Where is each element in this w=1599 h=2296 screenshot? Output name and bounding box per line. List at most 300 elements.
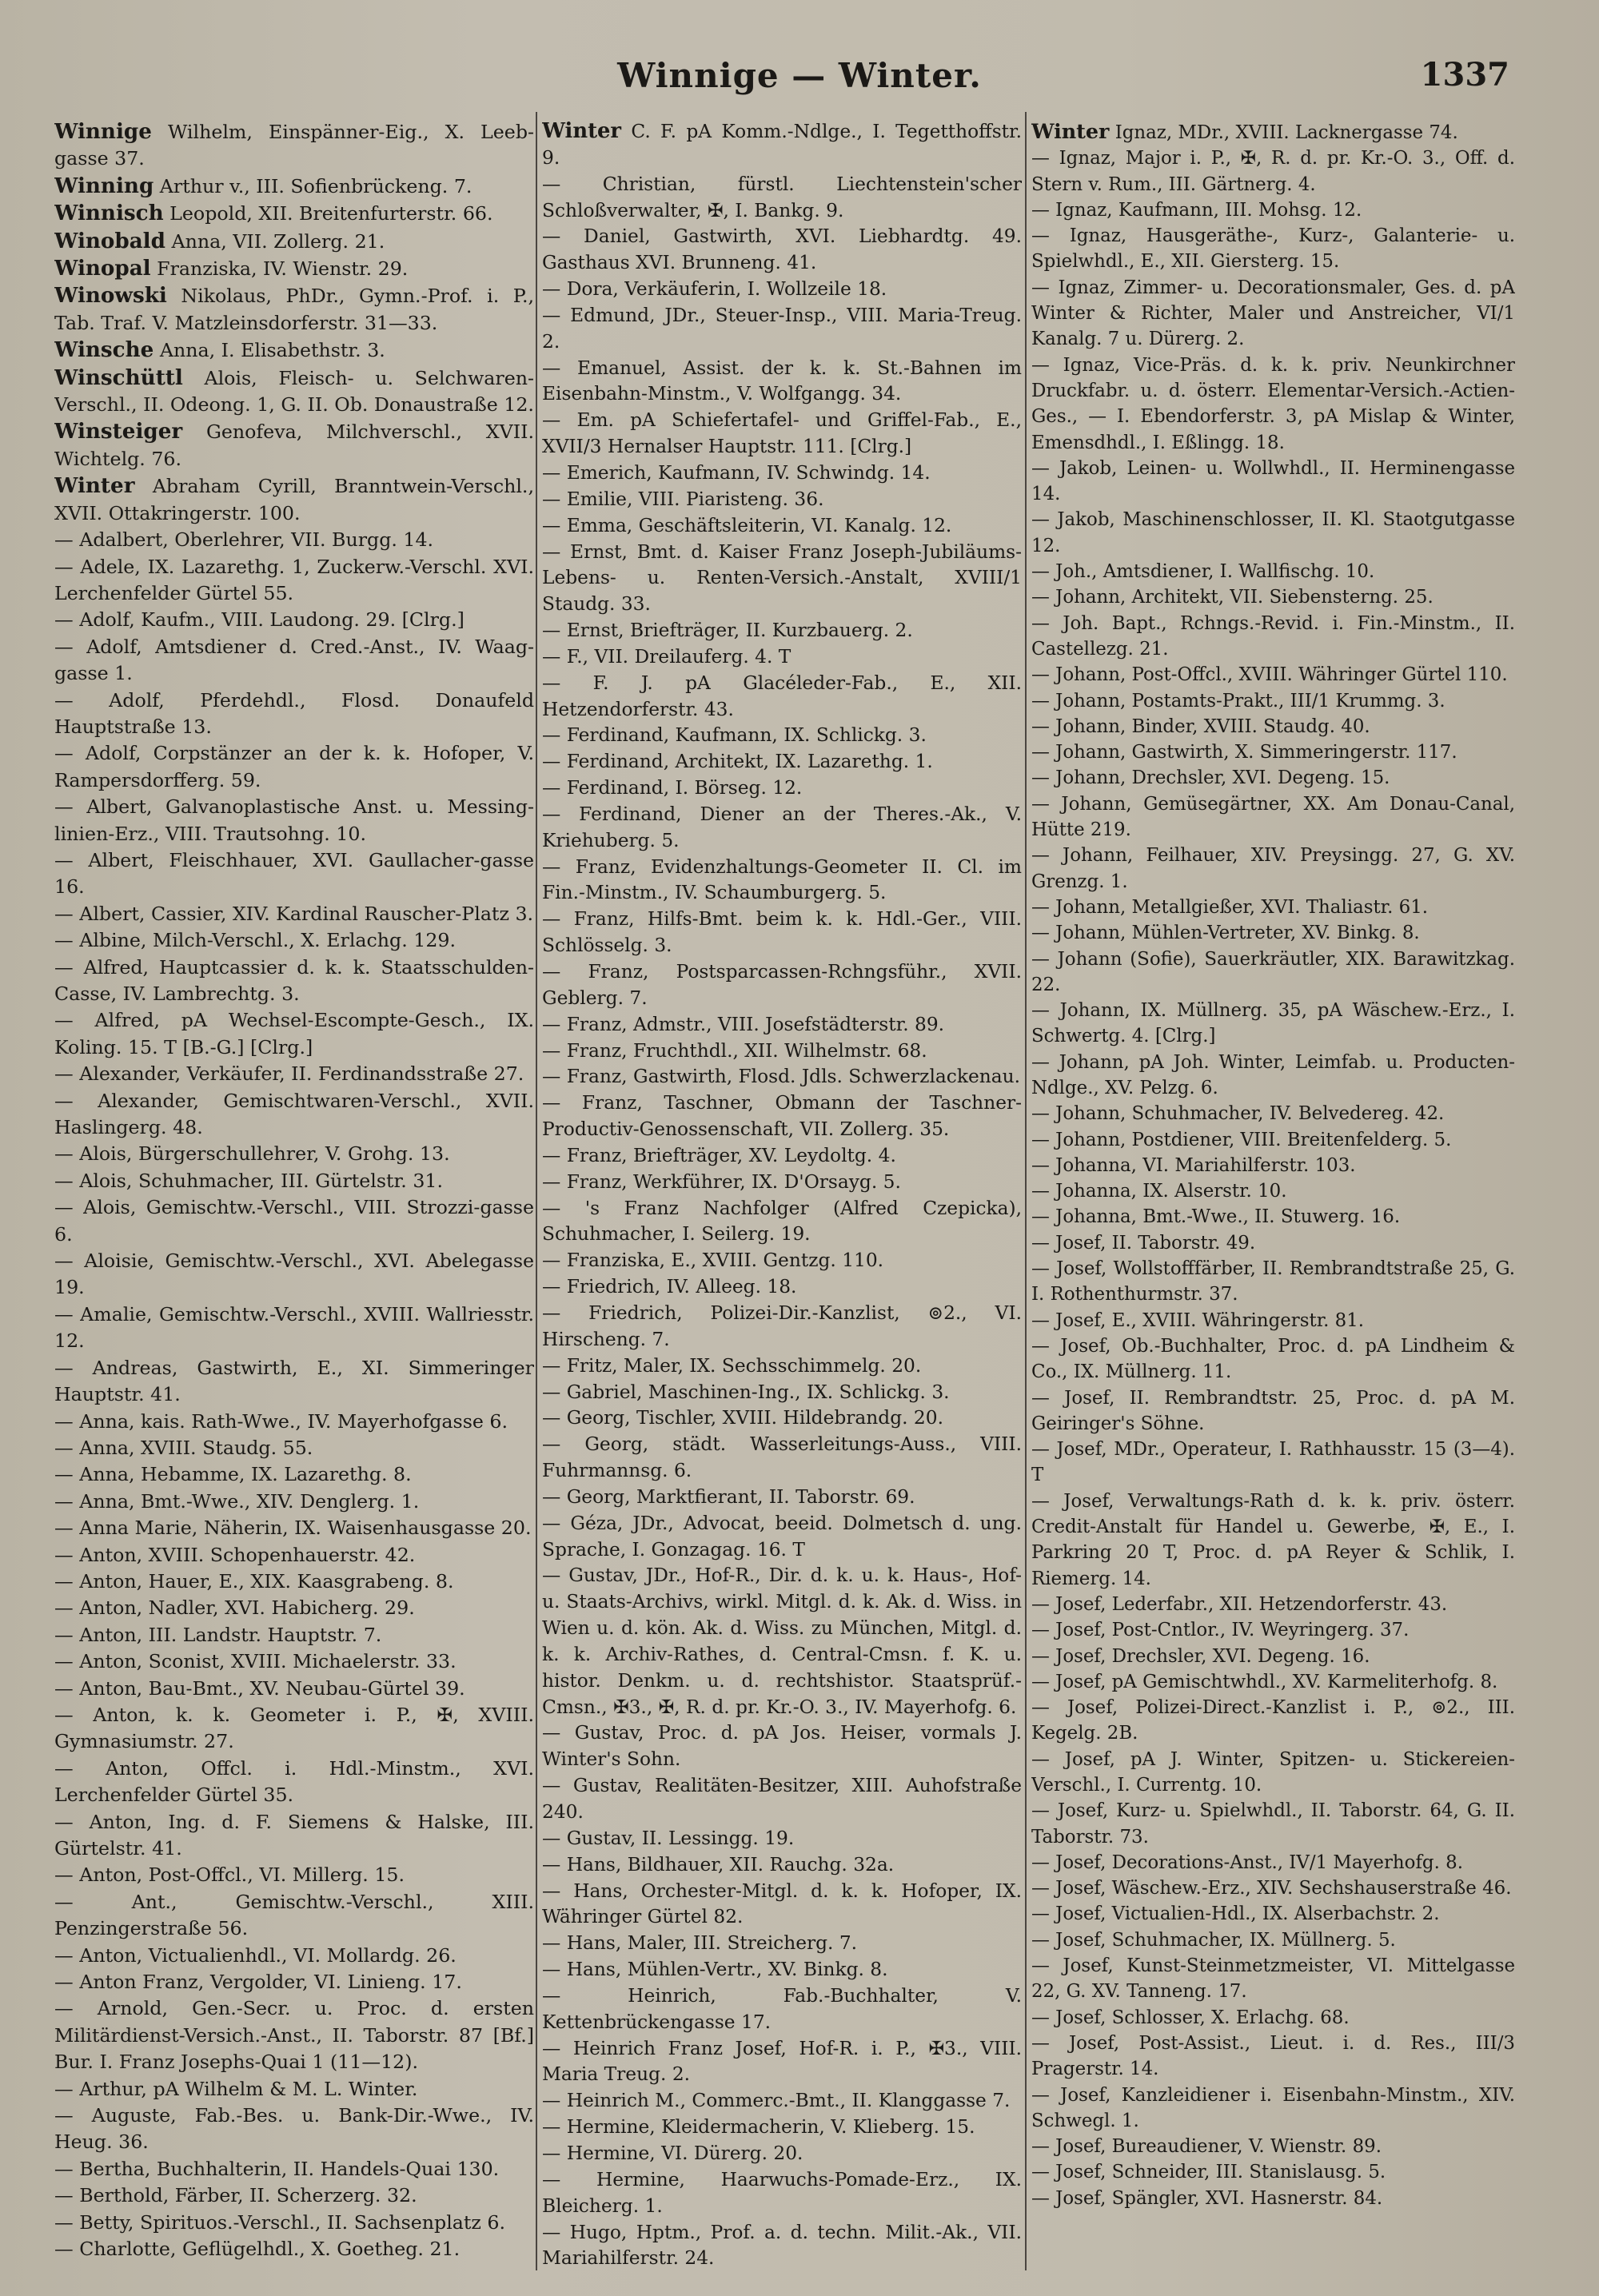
directory-entry [542, 1563, 1022, 1720]
entry-surname: Winter [1031, 119, 1110, 143]
directory-entry [542, 1170, 1022, 1196]
entry-text: — Alois, Bürgerschullehrer, V. Grohg. 13. [54, 1142, 450, 1166]
entry-text: — Hans, Orchester-Mitgl. d. k. k. Hofoper, IX. Währinger Gürtel 82. [542, 1879, 1022, 1928]
entry-text: — Emma, Geschäftsleiterin, VI. Kanalg. 12. [542, 514, 952, 536]
directory-entry [54, 1248, 534, 1301]
entry-text: — Ernst, Briefträger, II. Kurzbauerg. 2. [542, 620, 913, 642]
entry-text: — Franz, Hilfs-Bmt. beim k. k. Hdl.-Ger., VIII. Schlösselg. 3. [542, 908, 1022, 957]
directory-entry [1031, 1385, 1515, 1437]
entry-text: — Johann, Gemüsegärtner, XX. Am Donau-Canal, Hütte 219. [1031, 793, 1515, 841]
directory-entry [54, 634, 534, 688]
entry-text: — Johann, Metallgießer, XVI. Thaliastr. 61. [1031, 896, 1429, 918]
entry-text: — Gustav, Realitäten-Besitzer, XIII. Auhofstraße 240. [542, 1775, 1022, 1823]
directory-entry [54, 1542, 534, 1569]
entry-surname: Winsteiger [54, 419, 183, 444]
directory-entry [54, 1648, 534, 1675]
directory-entry [542, 1957, 1022, 1983]
entry-text: — Friedrich, IV. Alleeg. 18. [542, 1276, 797, 1298]
entry-text: — Franz, Briefträger, XV. Leydoltg. 4. [542, 1144, 896, 1166]
entry-text: — Johann, Gastwirth, X. Simmeringerstr. 117. [1031, 742, 1457, 763]
entry-text: — Adolf, Kaufm., VIII. Laudong. 29. [Clrg.] [54, 608, 465, 632]
entry-text: — Johanna, IX. Alserstr. 10. [1031, 1181, 1287, 1202]
entry-text: — Andreas, Gastwirth, E., XI. Simmeringer Hauptstr. 41. [54, 1356, 534, 1406]
directory-entry [542, 1090, 1022, 1143]
directory-entry [54, 927, 534, 954]
directory-entry [1031, 1901, 1515, 1927]
directory-entry [54, 418, 534, 472]
directory-entry [1031, 223, 1515, 275]
directory-entry [542, 487, 1022, 513]
entry-text: — Alexander, Verkäufer, II. Ferdinandsstraße 27. [54, 1062, 524, 1086]
entry-text: — Joh., Amtsdiener, I. Wallfischg. 10. [1031, 561, 1375, 583]
directory-entry [542, 907, 1022, 959]
entry-text: Genofeva, Milchverschl., XVII. Wichtelg. 76. [54, 421, 534, 470]
directory-entry [542, 2088, 1022, 2115]
entry-text: — Anton, Sconist, XVIII. Michaelerstr. 33. [54, 1650, 457, 1673]
directory-entry [1031, 1333, 1515, 1385]
column-2 [542, 118, 1022, 2277]
directory-entry [54, 1595, 534, 1621]
entry-surname: Winschüttl [54, 365, 183, 390]
entry-text: — F. J. pA Glacéleder-Fab., E., XII. Hetzendorferstr. 43. [542, 672, 1022, 720]
directory-entry [542, 802, 1022, 855]
directory-entry [542, 224, 1022, 277]
directory-entry [542, 1485, 1022, 1511]
entry-text: — Josef, Victualien-Hdl., IX. Alserbachstr. 2. [1031, 1903, 1440, 1925]
directory-entry [1031, 1875, 1515, 1901]
entry-text: — Franziska, E., XVIII. Gentzg. 110. [542, 1250, 884, 1272]
entry-text: — Josef, II. Taborstr. 49. [1031, 1232, 1256, 1254]
entry-text: Arthur v., III. Sofienbrückeng. 7. [154, 174, 473, 197]
entry-surname: Winobald [54, 228, 165, 253]
page-header [0, 56, 1599, 104]
entry-text: — Anna, kais. Rath-Wwe., IV. Mayerhofgasse 6. [54, 1409, 508, 1433]
entry-text: — Johann, Drechsler, XVI. Degeng. 15. [1031, 767, 1390, 789]
directory-entry [54, 337, 534, 364]
directory-entry [1031, 353, 1515, 456]
entry-text: — Johann, Architekt, VII. Siebensterng. 25. [1031, 587, 1434, 608]
entry-text: — 's Franz Nachfolger (Alfred Czepicka), Schuhmacher, I. Seilerg. 19. [542, 1197, 1022, 1246]
entry-text: — Johann, Binder, XVIII. Staudg. 40. [1031, 716, 1370, 737]
directory-entry [54, 1141, 534, 1167]
entry-text: — Hans, Bildhauer, XII. Rauchg. 32a. [542, 1853, 895, 1875]
entry-text: — Edmund, JDr., Steuer-Insp., VIII. Maria-Treug. 2. [542, 304, 1022, 353]
directory-entry [1031, 2186, 1515, 2211]
directory-entry [1031, 584, 1515, 610]
directory-entry [542, 460, 1022, 487]
directory-entry [542, 1353, 1022, 1380]
entry-text: — Alfred, Hauptcassier d. k. k. Staatsschulden-Casse, IV. Lambrechtg. 3. [54, 955, 534, 1005]
entry-text: — Jakob, Leinen- u. Wollwhdl., II. Herminengasse 14. [1031, 457, 1515, 505]
entry-text: — Adolf, Corpstänzer an der k. k. Hofoper, V. Rampersdorfferg. 59. [54, 742, 534, 791]
directory-entry [542, 644, 1022, 671]
directory-entry [1031, 1127, 1515, 1153]
entry-text: — Anton, Victualienhdl., VI. Mollardg. 26. [54, 1943, 457, 1967]
entry-text: — Josef, Schuhmacher, IX. Müllnerg. 5. [1031, 1929, 1396, 1951]
directory-entry [54, 1756, 534, 1809]
directory-entry [54, 1007, 534, 1061]
entry-text: — Anton Franz, Vergolder, VI. Linieng. 17. [54, 1971, 462, 1994]
page-number: 1337 [1420, 56, 1509, 94]
entry-text: — Josef, Spängler, XVI. Hasnerstr. 84. [1031, 2187, 1383, 2209]
entry-text: — Ferdinand, I. Börseg. 12. [542, 777, 803, 799]
entry-text: — Johann, Feilhauer, XIV. Preysingg. 27, G. XV. Grenzg. 1. [1031, 845, 1515, 892]
directory-entry [1031, 1953, 1515, 2005]
entry-text: — Ferdinand, Diener an der Theres.-Ak., V. Kriehuberg. 5. [542, 803, 1022, 851]
entry-text: — Jakob, Maschinenschlosser, II. Kl. Staotgutgasse 12. [1031, 509, 1515, 556]
entry-text: — Johann (Sofie), Sauerkräutler, XIX. Barawitzkag. 22. [1031, 948, 1515, 995]
directory-entry [542, 1511, 1022, 1564]
entry-text: — Josef, Schlosser, X. Erlachg. 68. [1031, 2007, 1350, 2028]
directory-entry [1031, 1050, 1515, 1102]
directory-entry [54, 282, 534, 337]
entry-text: — Hermine, Haarwuchs-Pomade-Erz., IX. Bleicherg. 1. [542, 2168, 1022, 2217]
entry-text: — Joh. Bapt., Rchngs.-Revid. i. Fin.-Minstm., II. Castellezg. 21. [1031, 612, 1515, 660]
directory-entry [542, 1773, 1022, 1826]
directory-entry [54, 740, 534, 794]
directory-entry [54, 1676, 534, 1702]
directory-entry [1031, 275, 1515, 353]
directory-entry [1031, 714, 1515, 739]
directory-entry [542, 1301, 1022, 1353]
entry-text: — Anna, Hebamme, IX. Lazarethg. 8. [54, 1463, 412, 1486]
directory-entry [54, 847, 534, 901]
directory-entry [542, 513, 1022, 540]
directory-entry [1031, 1798, 1515, 1850]
entry-text: — Josef, Ob.-Buchhalter, Proc. d. pA Lindheim & Co., IX. Müllnerg. 11. [1031, 1335, 1515, 1383]
entry-text: — Franz, Gastwirth, Flosd. Jdls. Schwerzlackenau. [542, 1066, 1021, 1088]
entry-text: — Anton, Post-Offcl., VI. Millerg. 15. [54, 1864, 405, 1887]
directory-entry [1031, 1230, 1515, 1256]
entry-surname: Winter [54, 473, 135, 499]
column-divider [1025, 112, 1027, 2270]
entry-text: — Anton, III. Landstr. Hauptstr. 7. [54, 1623, 382, 1646]
directory-entry [1031, 1617, 1515, 1643]
directory-entry [542, 1931, 1022, 1957]
directory-entry [54, 1569, 534, 1595]
directory-entry [1031, 456, 1515, 508]
directory-entry [542, 1274, 1022, 1301]
directory-entry [542, 1064, 1022, 1090]
entry-text: — Johann, Postdiener, VIII. Breitenfelderg. 5. [1031, 1129, 1452, 1150]
entry-text: Wilhelm, Einspänner-Eig., X. Leeb-gasse 37. [54, 121, 534, 170]
directory-entry [54, 554, 534, 608]
directory-entry [542, 118, 1022, 172]
directory-entry [54, 173, 534, 200]
entry-text: — Josef, Kanzleidiener i. Eisenbahn-Minstm., XIV. Schwegl. 1. [1031, 2084, 1515, 2131]
entry-surname: Winning [54, 173, 154, 198]
entry-text: — Emilie, VIII. Piaristeng. 36. [542, 488, 824, 510]
entry-text: — Em. pA Schiefertafel- und Griffel-Fab., E., XVII/3 Hernalser Hauptstr. 111. [Clrg.] [542, 409, 1022, 458]
directory-entry [1031, 2083, 1515, 2135]
directory-entry [542, 1143, 1022, 1170]
directory-entry [54, 1355, 534, 1409]
directory-entry [1031, 1308, 1515, 1333]
directory-entry [542, 1879, 1022, 1931]
directory-entry [54, 1168, 534, 1194]
entry-text: — Hans, Maler, III. Streicherg. 7. [542, 1932, 858, 1955]
entry-text: — Franz, Evidenzhaltungs-Geometer II. Cl. im Fin.-Minstm., IV. Schaumburgerg. 5. [542, 855, 1022, 904]
directory-entry [54, 1461, 534, 1488]
directory-entry [1031, 1927, 1515, 1953]
directory-entry [542, 1983, 1022, 2036]
entry-surname: Winsche [54, 337, 154, 363]
entry-text: — Ant., Gemischtw.-Verschl., XIII. Penzingerstraße 56. [54, 1890, 534, 1940]
entry-surname: Winopal [54, 256, 151, 281]
directory-entry [54, 1995, 534, 2075]
entry-text: — Anton, Bau-Bmt., XV. Neubau-Gürtel 39. [54, 1676, 465, 1700]
directory-entry [54, 365, 534, 419]
entry-text: — Josef, Decorations-Anst., IV/1 Mayerhofg. 8. [1031, 1852, 1463, 1873]
directory-entry [54, 955, 534, 1008]
directory-entry [54, 2236, 534, 2262]
entry-text: Abraham Cyrill, Branntwein-Verschl., XVII. Ottakringerstr. 100. [54, 475, 534, 524]
entry-text: Nikolaus, PhDr., Gymn.-Prof. i. P., Tab. Traf. V. Matzleinsdorferstr. 31—33. [54, 285, 534, 334]
entry-text: — Adele, IX. Lazarethg. 1, Zuckerw.-Verschl. XVI. Lerchenfelder Gürtel 55. [54, 555, 534, 604]
entry-text: — Arnold, Gen.-Secr. u. Proc. d. ersten Militärdienst-Versich.-Anst., II. Taborstr. 87 [Bf.] Bur. I. Franz Josephs-Quai 1 (11—12). [54, 1997, 534, 2074]
entry-text: — Johann, pA Joh. Winter, Leimfab. u. Producten-Ndlge., XV. Pelzg. 6. [1031, 1051, 1515, 1098]
directory-entry [542, 303, 1022, 356]
entry-text: — Aloisie, Gemischtw.-Verschl., XVI. Abelegasse 19. [54, 1250, 534, 1299]
entry-text: — Josef, Post-Assist., Lieut. i. d. Res., III/3 Pragerstr. 14. [1031, 2032, 1515, 2080]
entry-text: — Georg, städt. Wasserleitungs-Auss., VIII. Fuhrmannsg. 6. [542, 1433, 1022, 1482]
entry-text: — Franz, Fruchthdl., XII. Wilhelmstr. 68. [542, 1039, 927, 1062]
directory-entry [1031, 739, 1515, 765]
directory-entry [542, 172, 1022, 225]
directory-entry [542, 540, 1022, 619]
entry-text: — Josef, II. Rembrandtstr. 25, Proc. d. pA M. Geiringer's Söhne. [1031, 1387, 1515, 1434]
directory-entry [1031, 1153, 1515, 1178]
directory-entry [1031, 611, 1515, 663]
directory-entry [54, 2210, 534, 2236]
directory-entry [54, 794, 534, 847]
directory-entry [1031, 145, 1515, 197]
entry-text: — Friedrich, Polizei-Dir.-Kanzlist, ⊚2., VI. Hirscheng. 7. [542, 1301, 1022, 1350]
entry-surname: Winter [542, 119, 621, 143]
directory-entry [1031, 559, 1515, 584]
directory-entry [54, 1435, 534, 1461]
entry-text: — Berthold, Färber, II. Scherzerg. 32. [54, 2184, 417, 2207]
entry-text: — Anton, Nadler, XVI. Habicherg. 29. [54, 1596, 415, 1620]
entry-text: — Hans, Mühlen-Vertr., XV. Binkg. 8. [542, 1959, 888, 1981]
directory-entry [1031, 1695, 1515, 1747]
directory-entry [542, 723, 1022, 749]
directory-entry [542, 1012, 1022, 1038]
entry-text: — Gabriel, Maschinen-Ing., IX. Schlickg. 3. [542, 1381, 950, 1403]
directory-entry [54, 228, 534, 255]
directory-entry [54, 255, 534, 282]
directory-entry [1031, 920, 1515, 946]
entry-text: — Auguste, Fab.-Bes. u. Bank-Dir.-Wwe., IV. Heug. 36. [54, 2104, 534, 2154]
entry-text: — Josef, Wollstofffärber, II. Rembrandtstraße 25, G. I. Rothenthurmstr. 37. [1031, 1258, 1515, 1305]
directory-entry [542, 1196, 1022, 1249]
directory-entry [542, 749, 1022, 775]
entry-text: — F., VII. Dreilauferg. 4. T [542, 645, 792, 668]
directory-entry [1031, 662, 1515, 688]
entry-text: — Anna, XVIII. Staudg. 55. [54, 1436, 313, 1459]
entry-text: — Johann, Schuhmacher, IV. Belvedereg. 42. [1031, 1103, 1445, 1125]
directory-entry [54, 2076, 534, 2103]
entry-text: — Franz, Werkführer, IX. D'Orsayg. 5. [542, 1170, 901, 1193]
directory-entry [542, 1720, 1022, 1773]
entry-text: — Josef, pA J. Winter, Spitzen- u. Stickereien-Verschl., I. Currentg. 10. [1031, 1748, 1515, 1796]
entry-text: — Dora, Verkäuferin, I. Wollzeile 18. [542, 278, 887, 301]
entry-text: — Josef, Polizei-Direct.-Kanzlist i. P., ⊚2., III. Kegelg. 2B. [1031, 1697, 1515, 1744]
entry-text: — Gustav, II. Lessingg. 19. [542, 1827, 795, 1849]
directory-entry [54, 2182, 534, 2209]
directory-entry [1031, 998, 1515, 1050]
entry-surname: Winnige [54, 119, 152, 144]
entry-text: — Heinrich Franz Josef, Hof-R. i. P., ✠3., VIII. Maria Treug. 2. [542, 2037, 1022, 2086]
directory-entry [542, 775, 1022, 802]
entry-text: Anna, VII. Zollerg. 21. [165, 229, 385, 253]
entry-text: — Heinrich M., Commerc.-Bmt., II. Klanggasse 7. [542, 2090, 1011, 2112]
directory-entry [542, 1432, 1022, 1485]
directory-entry [1031, 1178, 1515, 1204]
entry-text: — Alois, Gemischtw.-Verschl., VIII. Strozzi-gasse 6. [54, 1196, 534, 1246]
directory-entry [1031, 1592, 1515, 1617]
directory-entry [54, 118, 534, 173]
entry-text: — Ferdinand, Kaufmann, IX. Schlickg. 3. [542, 724, 927, 747]
page-title: Winnige — Winter. [617, 56, 982, 95]
directory-entry [54, 1409, 534, 1435]
directory-entry [54, 1862, 534, 1888]
entry-text: — Daniel, Gastwirth, XVI. Liebhardtg. 49. Gasthaus XVI. Brunneng. 41. [542, 225, 1022, 274]
entry-text: — Adolf, Amtsdiener d. Cred.-Anst., IV. Waag-gasse 1. [54, 635, 534, 685]
entry-text: — Adalbert, Oberlehrer, VII. Burgg. 14. [54, 528, 434, 552]
entry-text: — Hugo, Hptm., Prof. a. d. techn. Milit.-Ak., VII. Mariahilferstr. 24. [542, 2221, 1022, 2270]
entry-text: — Charlotte, Geflügelhdl., X. Goetheg. 21. [54, 2238, 461, 2261]
directory-entry [542, 277, 1022, 303]
entry-text: — Johann, Post-Offcl., XVIII. Währinger Gürtel 110. [1031, 664, 1508, 686]
entry-text: — Albert, Cassier, XIV. Kardinal Rauscher-Platz 3. [54, 902, 534, 925]
entry-text: — Josef, Verwaltungs-Rath d. k. k. priv. österr. Credit-Anstalt für Handel u. Gewerbe, ✠, E., I. Parkring 20 T, Proc. d. pA Reyer & Schlik, I. Riemerg. 14. [1031, 1490, 1515, 1589]
entry-text: — Franz, Postsparcassen-Rchngsführ., XVII. Geblerg. 7. [542, 961, 1022, 1009]
entry-text: — Josef, Wäschew.-Erz., XIV. Sechshauserstraße 46. [1031, 1878, 1512, 1899]
directory-entry [1031, 1489, 1515, 1592]
directory-entry [54, 1088, 534, 1142]
directory-entry [54, 607, 534, 633]
directory-entry [542, 2167, 1022, 2220]
directory-entry [1031, 507, 1515, 559]
directory-entry [542, 855, 1022, 907]
entry-text: — Ignaz, Hausgeräthe-, Kurz-, Galanterie- u. Spielwhdl., E., XII. Giersterg. 15. [1031, 225, 1515, 273]
entry-text: — Anton, k. k. Geometer i. P., ✠, XVIII. Gymnasiumstr. 27. [54, 1703, 534, 1753]
directory-entry [542, 2220, 1022, 2273]
directory-entry [1031, 688, 1515, 714]
column-divider [536, 112, 537, 2270]
entry-text: — Josef, Kunst-Steinmetzmeister, VI. Mittelgasse 22, G. XV. Tanneng. 17. [1031, 1955, 1515, 2003]
entry-text: — Josef, Post-Cntlor., IV. Weyringerg. 37. [1031, 1620, 1410, 1641]
entry-text: — Albine, Milch-Verschl., X. Erlachg. 129. [54, 929, 457, 952]
directory-entry [54, 1889, 534, 1943]
directory-entry [54, 200, 534, 227]
directory-entry [1031, 1850, 1515, 1875]
entry-text: — Anton, Hauer, E., XIX. Kaasgrabeng. 8. [54, 1569, 454, 1592]
entry-text: — Hermine, VI. Dürerg. 20. [542, 2142, 803, 2164]
directory-entry [542, 1826, 1022, 1852]
directory-entry [542, 1852, 1022, 1879]
directory-entry [1031, 1747, 1515, 1799]
entry-text: — Anton, Offcl. i. Hdl.-Minstm., XVI. Lerchenfelder Gürtel 35. [54, 1756, 534, 1807]
directory-entry [54, 1622, 534, 1648]
entry-text: — Josef, Drechsler, XVI. Degeng. 16. [1031, 1645, 1370, 1667]
entry-text: — Johann, Postamts-Prakt., III/1 Krummg. 3. [1031, 690, 1445, 712]
directory-entry [54, 1969, 534, 1995]
directory-entry [1031, 1669, 1515, 1695]
entry-text: Franziska, IV. Wienstr. 29. [150, 257, 409, 281]
directory-entry [1031, 947, 1515, 999]
directory-entry [1031, 2005, 1515, 2031]
directory-entry [1031, 2159, 1515, 2185]
entry-text: — Josef, Kurz- u. Spielwhdl., II. Taborstr. 64, G. II. Taborstr. 73. [1031, 1800, 1515, 1848]
entry-text: — Anna Marie, Näherin, IX. Waisenhausgasse 20. [54, 1517, 532, 1540]
entry-text: — Albert, Fleischhauer, XVI. Gaullacher-gasse 16. [54, 848, 534, 899]
entry-text: — Ferdinand, Architekt, IX. Lazarethg. 1. [542, 751, 933, 773]
directory-entry [1031, 1204, 1515, 1230]
directory-entry [1031, 2134, 1515, 2159]
directory-entry [542, 959, 1022, 1012]
entry-text: — Betty, Spirituos.-Verschl., II. Sachsenplatz 6. [54, 2210, 506, 2234]
entry-text: — Anton, XVIII. Schopenhauerstr. 42. [54, 1543, 416, 1566]
column-1 [54, 118, 534, 2277]
entry-text: — Franz, Taschner, Obmann der Taschner-Productiv-Genossenschaft, VII. Zollerg. 35. [542, 1092, 1022, 1141]
entry-text: — Arthur, pA Wilhelm & M. L. Winter. [54, 2077, 418, 2100]
entry-text: — Franz, Admstr., VIII. Josefstädterstr. 89. [542, 1013, 945, 1035]
entry-text: — Albert, Galvanoplastische Anst. u. Messing-linien-Erz., VIII. Trautsohng. 10. [54, 795, 534, 845]
entry-text: Anna, I. Elisabethstr. 3. [154, 339, 385, 362]
entry-text: Ignaz, MDr., XVIII. Lacknergasse 74. [1109, 122, 1458, 143]
directory-entry [54, 1943, 534, 1969]
entry-text: — Josef, Schneider, III. Stanislausg. 5. [1031, 2162, 1386, 2183]
entry-text: — Fritz, Maler, IX. Sechsschimmelg. 20. [542, 1354, 922, 1377]
entry-text: — Alexander, Gemischtwaren-Verschl., XVII. Haslingerg. 48. [54, 1089, 534, 1139]
directory-entry [54, 1061, 534, 1087]
entry-text: — Heinrich, Fab.-Buchhalter, V. Kettenbrückengasse 17. [542, 1984, 1022, 2033]
directory-entry [1031, 1644, 1515, 1669]
directory-entry [1031, 791, 1515, 843]
entry-text: — Josef, Lederfabr., XII. Hetzendorferstr. 43. [1031, 1593, 1448, 1615]
entry-text: — Ignaz, Major i. P., ✠, R. d. pr. Kr.-O. 3., Off. d. Stern v. Rum., III. Gärtnerg. 4. [1031, 148, 1515, 195]
directory-entry [54, 2103, 534, 2156]
entry-text: — Johanna, Bmt.-Wwe., II. Stuwerg. 16. [1031, 1206, 1401, 1228]
entry-text: — Ignaz, Vice-Präs. d. k. k. priv. Neunkirchner Druckfabr. u. d. österr. Elementar-Versich.-Actien-Ges., — I. Ebendorferstr. 3, pA Mislap & Winter, Emensdhdl., I. Eßlingg. 18. [1031, 354, 1515, 453]
directory-entry [54, 1194, 534, 1248]
directory-entry [54, 1301, 534, 1355]
directory-entry [542, 1248, 1022, 1274]
entry-text: — Emerich, Kaufmann, IV. Schwindg. 14. [542, 461, 931, 484]
directory-entry [54, 527, 534, 553]
entry-text: — Alfred, pA Wechsel-Escompte-Gesch., IX. Koling. 15. T [B.-G.] [Clrg.] [54, 1009, 534, 1058]
entry-text: — Amalie, Gemischtw.-Verschl., XVIII. Wallriesstr. 12. [54, 1302, 534, 1353]
entry-text: — Georg, Marktfierant, II. Taborstr. 69. [542, 1485, 915, 1508]
directory-entry [542, 671, 1022, 723]
entry-text: — Géza, JDr., Advocat, beeid. Dolmetsch d. ung. Sprache, I. Gonzagag. 16. T [542, 1512, 1022, 1561]
entry-text: — Josef, E., XVIII. Währingerstr. 81. [1031, 1309, 1365, 1331]
directory-entry [1031, 197, 1515, 223]
directory-entry [54, 901, 534, 927]
entry-text: Leopold, XII. Breitenfurterstr. 66. [163, 202, 493, 225]
entry-text: — Anna, Bmt.-Wwe., XIV. Denglerg. 1. [54, 1489, 420, 1513]
directory-entry [1031, 1437, 1515, 1489]
directory-entry [542, 356, 1022, 409]
directory-entry [542, 1038, 1022, 1065]
entry-surname: Winnisch [54, 201, 164, 226]
directory-entry [54, 1702, 534, 1756]
directory-entry [54, 2156, 534, 2182]
directory-entry [542, 2036, 1022, 2089]
directory-entry [1031, 118, 1515, 145]
